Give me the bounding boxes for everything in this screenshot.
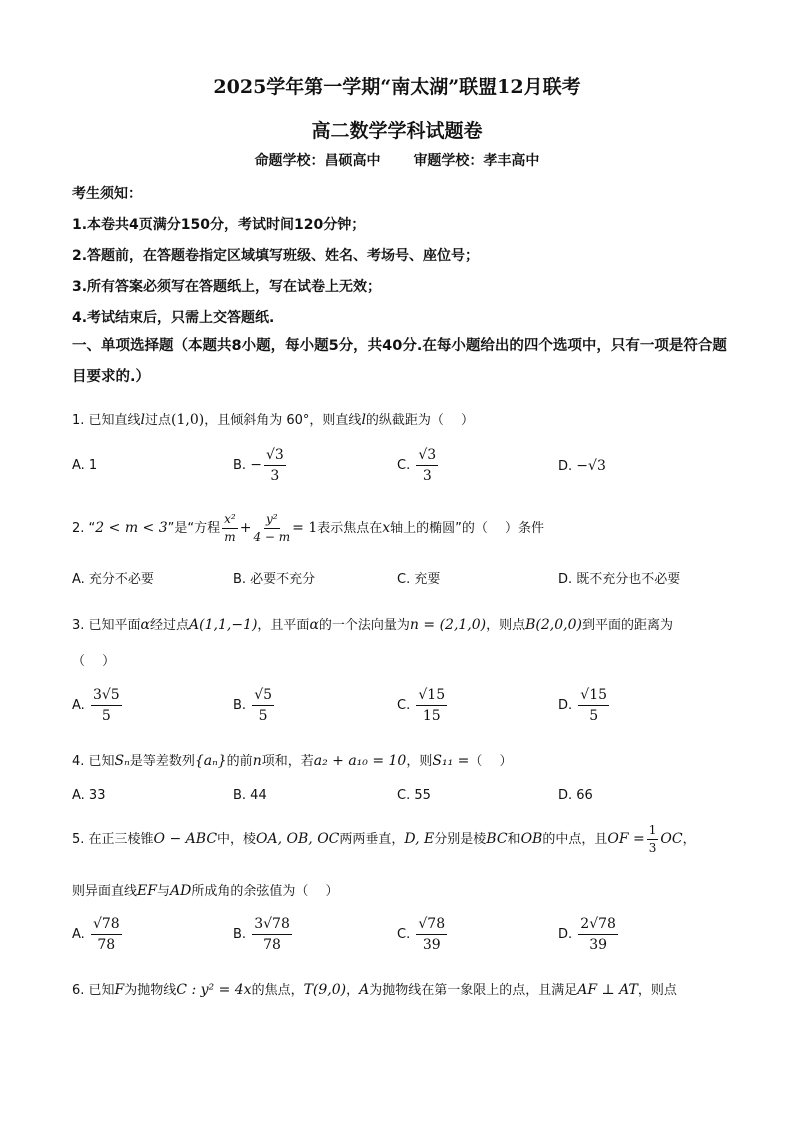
- q1-var-l: l: [140, 412, 146, 428]
- q5-text-4: 分别是棱: [434, 832, 487, 847]
- q4-text-5: ，则: [406, 754, 433, 769]
- q6-point-t: T(9,0): [303, 982, 347, 998]
- numerator: √3: [416, 446, 438, 466]
- q3-text-3: ，且平面: [257, 618, 310, 633]
- q5-text-5: 和: [507, 832, 521, 847]
- q3-normal-vector: n = (2,1,0): [409, 617, 487, 633]
- q5-edge-bc: BC: [486, 831, 508, 847]
- q6-parabola: C : y² = 4x: [176, 982, 252, 998]
- q6-focus: F: [114, 982, 125, 998]
- notice-item-4: 4.考试结束后，只需上交答题纸.: [72, 310, 275, 326]
- q5-vector-of: OF =: [607, 831, 645, 847]
- q2-equals: = 1: [292, 520, 318, 536]
- option-label: B.: [233, 927, 247, 942]
- q4-condition: a₂ + a₁₀ = 10: [313, 753, 407, 769]
- q6-text-6: ，则点: [637, 983, 677, 998]
- q3-alpha: α: [140, 617, 151, 633]
- q3-option-a[interactable]: [72, 686, 124, 725]
- q1-option-a[interactable]: A. 1: [72, 458, 98, 473]
- numerator: √15: [578, 686, 609, 706]
- denominator: 4 − m: [253, 530, 291, 544]
- q4-text-2: 是等差数列: [129, 754, 195, 769]
- exam-title: 2025学年第一学期“南太湖”联盟12月联考: [213, 76, 581, 98]
- numerator: √5: [252, 686, 274, 706]
- option-value: −√3: [576, 458, 606, 474]
- q3-paren: （ ）: [72, 654, 116, 669]
- option-label: D.: [558, 698, 573, 713]
- q4-an: {aₙ}: [194, 753, 227, 769]
- q6-perpendicular: AF ⊥ AT: [577, 982, 638, 998]
- denominator: 5: [258, 708, 268, 724]
- q5-points-de: D, E: [404, 831, 435, 847]
- q6-text-2: 为抛物线: [124, 983, 177, 998]
- denominator: m: [224, 530, 236, 544]
- denominator: 15: [422, 708, 441, 724]
- q5-text-9: 与: [156, 884, 170, 899]
- q2-option-b[interactable]: B. 必要不充分: [233, 572, 316, 587]
- q2-plus: +: [239, 520, 252, 536]
- denominator: 3: [648, 841, 657, 855]
- q2-condition: 2 < m < 3: [95, 520, 168, 536]
- numerator: x²: [222, 512, 238, 529]
- q6-text-3: 的焦点，: [251, 983, 304, 998]
- q6-point-a: A: [359, 982, 370, 998]
- q3-option-c[interactable]: [397, 686, 449, 725]
- denominator: 78: [97, 937, 116, 953]
- exam-subtitle: 高二数学学科试题卷: [311, 120, 483, 142]
- option-label: B.: [233, 458, 247, 473]
- q4-option-b[interactable]: B. 44: [233, 788, 267, 803]
- q5-option-c[interactable]: [397, 915, 449, 954]
- q1-option-c[interactable]: [397, 446, 440, 485]
- option-fraction: [416, 686, 447, 725]
- numerator: √78: [416, 915, 447, 935]
- option-label: D.: [558, 459, 573, 474]
- q5-text-8: 则异面直线: [72, 884, 138, 899]
- q1-text-4: 的纵截距为（ ）: [365, 413, 475, 428]
- q4-n: n: [252, 753, 262, 769]
- q4-option-d[interactable]: D. 66: [558, 788, 593, 803]
- school-info: [0, 150, 794, 170]
- q5-fraction: [647, 823, 659, 856]
- q3-text-6: 到平面的距离为: [581, 618, 673, 633]
- question-5: [72, 823, 696, 856]
- option-fraction: [578, 686, 609, 725]
- q3-point-a: A(1,1,−1): [189, 617, 258, 633]
- q3-option-d[interactable]: [558, 686, 611, 725]
- numerator: √15: [416, 686, 447, 706]
- q5-text-6: 的中点，且: [542, 832, 608, 847]
- question-1: [72, 409, 474, 428]
- section-heading: 一、单项选择题（本题共8小题，每小题5分，共40分.在每小题给出的四个选项中，只有一项是符合题目要求的.）: [72, 338, 727, 385]
- question-5-line-2: [72, 880, 338, 899]
- denominator: 39: [422, 937, 441, 953]
- q3-text-1: 3. 已知平面: [72, 618, 141, 633]
- numerator: 2√78: [578, 915, 618, 935]
- denominator: 3: [270, 468, 280, 484]
- q2-option-a[interactable]: A. 充分不必要: [72, 572, 154, 587]
- q1-option-b[interactable]: [233, 446, 288, 485]
- q2-frac-1: [222, 512, 238, 545]
- option-label: C.: [397, 698, 411, 713]
- q3-alpha-2: α: [309, 617, 319, 633]
- q2-text-2: ”是“方程: [167, 521, 221, 536]
- q5-text-1: 5. 在正三棱锥: [72, 832, 154, 847]
- numerator: 1: [647, 823, 659, 840]
- q1-text-3: ，且倾斜角为 60°，则直线: [204, 413, 362, 428]
- option-fraction: [252, 686, 274, 725]
- q1-var-l-2: l: [361, 412, 366, 428]
- q3-option-b[interactable]: [233, 686, 276, 725]
- q2-option-c[interactable]: C. 充要: [397, 572, 441, 587]
- option-sign: −: [250, 457, 262, 473]
- denominator: 3: [422, 468, 432, 484]
- q5-line-ef: EF: [137, 883, 157, 899]
- q1-text-1: 1. 已知直线: [72, 413, 141, 428]
- option-label: B.: [233, 698, 247, 713]
- option-fraction: [416, 446, 438, 485]
- q4-option-c[interactable]: C. 55: [397, 788, 431, 803]
- question-4: [72, 750, 513, 769]
- q4-text-3: 的前: [226, 754, 253, 769]
- option-label: A.: [72, 927, 85, 942]
- numerator: √3: [264, 446, 286, 466]
- option-fraction: [416, 915, 447, 954]
- denominator: 5: [589, 708, 599, 724]
- option-label: C.: [397, 458, 411, 473]
- option-fraction: [91, 915, 122, 954]
- q2-var-x: x: [382, 520, 391, 536]
- q2-option-d[interactable]: D. 既不充分也不必要: [558, 572, 681, 587]
- q5-option-b[interactable]: [233, 915, 294, 954]
- q2-text-4: 轴上的椭圆”的（ ）条件: [390, 521, 545, 536]
- q5-text-10: 所成角的余弦值为（ ）: [191, 884, 339, 899]
- q3-text-5: ，则点: [486, 618, 526, 633]
- q5-edges: OA, OB, OC: [256, 831, 340, 847]
- q4-text-4: 项和，若: [261, 754, 314, 769]
- denominator: 39: [589, 937, 608, 953]
- option-fraction: [252, 915, 292, 954]
- q3-point-b: B(2,0,0): [525, 617, 582, 633]
- q4-text-1: 4. 已知: [72, 754, 115, 769]
- question-3: [72, 614, 673, 633]
- author-school: 命题学校：昌硕高中: [254, 153, 381, 169]
- option-fraction: [91, 686, 122, 725]
- q1-point: (1,0): [171, 412, 205, 428]
- option-fraction: [264, 446, 286, 485]
- q3-text-4: 的一个法向量为: [318, 618, 410, 633]
- q5-edge-ob: OB: [520, 831, 543, 847]
- q3-text-2: 经过点: [150, 618, 190, 633]
- q5-text-2: 中，棱: [217, 832, 257, 847]
- notice-item-3: 3.所有答案必须写在答题纸上，写在试卷上无效；: [72, 279, 382, 295]
- question-6: [72, 979, 677, 998]
- q6-text-1: 6. 已知: [72, 983, 115, 998]
- option-label: A.: [72, 698, 85, 713]
- notice-item-1: 1.本卷共4页满分150分，考试时间120分钟；: [72, 217, 366, 233]
- q5-text-7: ，: [682, 832, 696, 847]
- q1-option-d[interactable]: [558, 458, 606, 474]
- notice-heading: 考生须知：: [72, 186, 142, 202]
- review-school: 审题学校：孝丰高中: [413, 153, 540, 169]
- notice-item-2: 2.答题前，在答题卷指定区域填写班级、姓名、考场号、座位号；: [72, 248, 480, 264]
- numerator: √78: [91, 915, 122, 935]
- denominator: 5: [101, 708, 111, 724]
- q2-text-3: 表示焦点在: [317, 521, 383, 536]
- q4-text-6: （ ）: [469, 754, 513, 769]
- q6-text-4: ，: [346, 983, 360, 998]
- option-label: D.: [558, 927, 573, 942]
- q1-text-2: 过点: [145, 413, 172, 428]
- q5-vector-oc: OC: [660, 831, 683, 847]
- q5-text-3: 两两垂直，: [339, 832, 405, 847]
- q6-text-5: 为抛物线在第一象限上的点，且满足: [369, 983, 578, 998]
- q4-s11: S₁₁ =: [432, 753, 470, 769]
- option-fraction: [578, 915, 618, 954]
- q2-text-1: 2. “: [72, 521, 96, 536]
- q5-option-d[interactable]: [558, 915, 620, 954]
- denominator: 78: [263, 937, 281, 953]
- q4-option-a[interactable]: A. 33: [72, 788, 106, 803]
- q5-option-a[interactable]: [72, 915, 124, 954]
- q5-line-ad: AD: [169, 883, 192, 899]
- option-label: C.: [397, 927, 411, 942]
- q2-frac-2: [253, 512, 290, 545]
- numerator: 3√78: [252, 915, 292, 935]
- numerator: y²: [264, 512, 280, 529]
- q4-sn: Sₙ: [114, 753, 130, 769]
- q5-solid: O − ABC: [153, 831, 218, 847]
- numerator: 3√5: [91, 686, 122, 706]
- question-2: [72, 512, 544, 545]
